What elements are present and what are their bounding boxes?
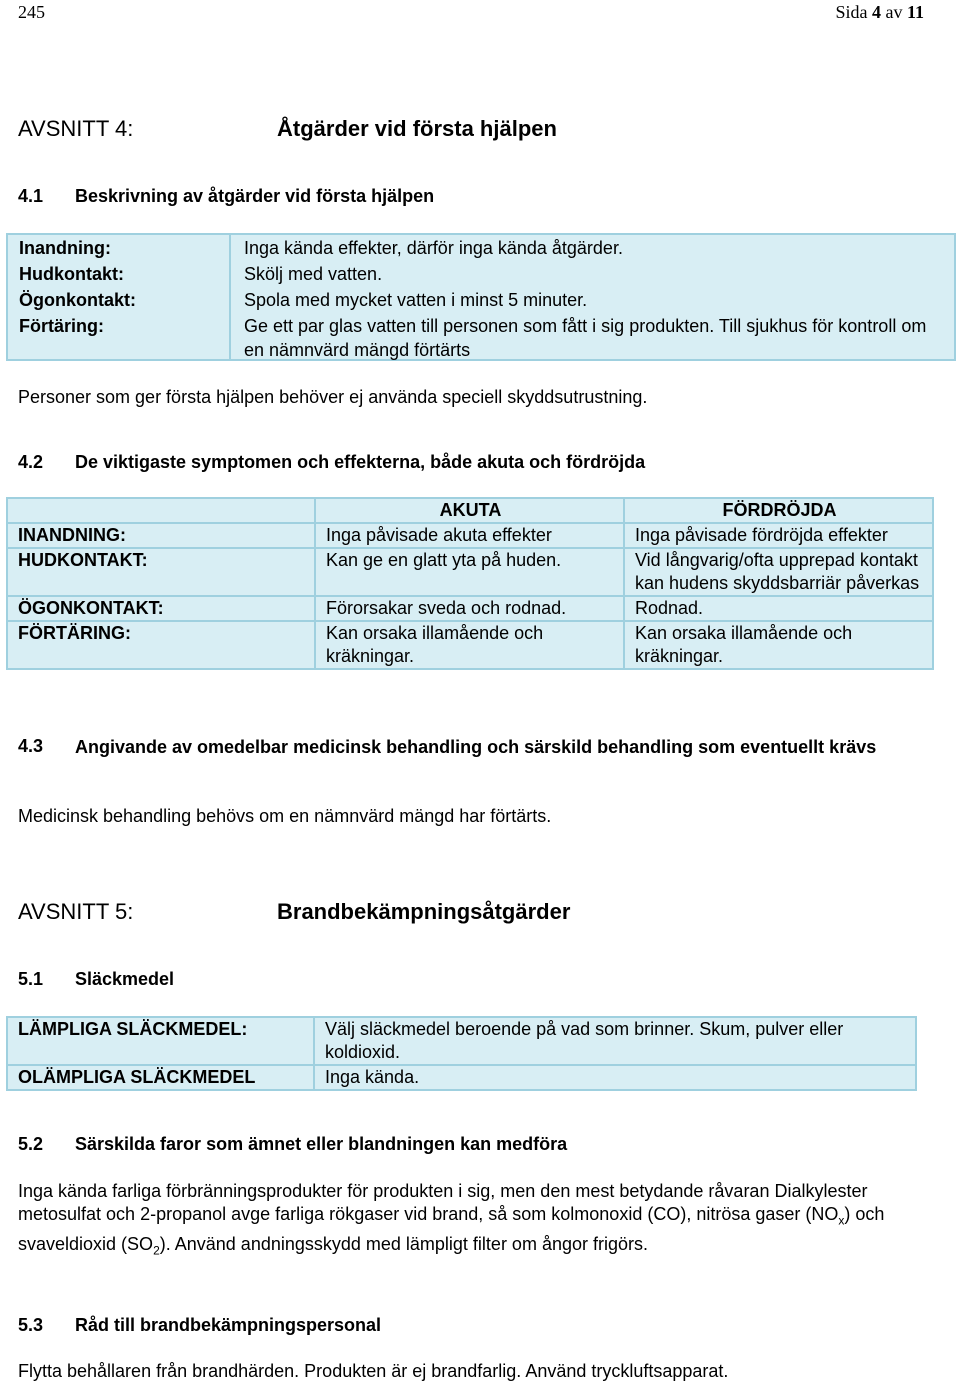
subsection-title: Särskilda faror som ämnet eller blandningen kan medföra <box>75 1134 568 1154</box>
section5-title: Brandbekämpningsåtgärder <box>277 899 571 924</box>
subsection-title: Råd till brandbekämpningspersonal <box>75 1315 382 1335</box>
hazards-part3: ). Använd andningsskydd med lämpligt filter om ångor frigörs. <box>159 1233 648 1254</box>
subsection-4-1 <box>18 186 434 207</box>
hazards-sub-x: x <box>838 1213 845 1228</box>
row-label: ÖGONKONTAKT: <box>7 596 315 621</box>
hazards-sub-2: 2 <box>153 1243 160 1258</box>
header-empty <box>7 498 315 523</box>
value-fortaring: Ge ett par glas vatten till personen som fått i sig produkten. Till sjukhus för kontroll om en nämnvärd mängd förtärts <box>244 316 927 360</box>
value-hudkontakt: Skölj med vatten. <box>244 264 383 284</box>
hazards-part1: Inga kända farliga förbränningsprodukter för produkten i sig, men den mest betydande råvaran Dialkylester metosulfat och 2-propanol avge farliga rökgaser vid brand, så som kolmonoxid (CO), nitrösa gaser (NO <box>18 1181 868 1224</box>
page-number: 245 <box>18 2 45 22</box>
label-fortaring: Förtäring: <box>19 316 104 336</box>
cell-fordrojda: Inga påvisade fördröjda effekter <box>624 523 933 548</box>
subsection-number: 5.1 <box>18 969 44 989</box>
cell-akuta: Inga påvisade akuta effekter <box>315 523 624 548</box>
section4-title: Åtgärder vid första hjälpen <box>277 116 557 141</box>
cell-fordrojda: Vid långvarig/ofta upprepad kontakt kan hudens skyddsbarriär påverkas <box>624 548 933 596</box>
special-hazards-text <box>18 1180 898 1262</box>
table-row <box>7 596 933 621</box>
subsection-title: De viktigaste symptomen och effekterna, både akuta och fördröjda <box>75 452 646 472</box>
first-aid-table <box>6 233 956 361</box>
row-label: FÖRTÄRING: <box>7 621 315 669</box>
cell-fordrojda: Kan orsaka illamående och kräkningar. <box>624 621 933 669</box>
subsection-number: 4.3 <box>18 736 44 756</box>
table-row <box>7 523 933 548</box>
first-aid-note: Personer som ger första hjälpen behöver ej använda speciell skyddsutrustning. <box>18 387 648 407</box>
subsection-4-3 <box>18 736 918 759</box>
medical-treatment-text: Medicinsk behandling behövs om en nämnvärd mängd har förtärts. <box>18 806 552 826</box>
first-aid-values <box>244 235 946 362</box>
table-row <box>7 1017 916 1065</box>
symptoms-table <box>6 497 934 670</box>
row-label: OLÄMPLIGA SLÄCKMEDEL <box>7 1065 314 1090</box>
row-value: Välj släckmedel beroende på vad som brinner. Skum, pulver eller koldioxid. <box>314 1017 916 1065</box>
first-aid-labels <box>19 235 231 359</box>
value-inandning: Inga kända effekter, därför inga kända åtgärder. <box>244 238 623 258</box>
extinguishing-table <box>6 1016 917 1091</box>
cell-akuta: Kan ge en glatt yta på huden. <box>315 548 624 596</box>
subsection-title: Släckmedel <box>75 969 175 989</box>
cell-akuta: Kan orsaka illamående och kräkningar. <box>315 621 624 669</box>
page-of-word: av <box>885 2 903 22</box>
label-inandning: Inandning: <box>19 238 111 258</box>
subsection-number: 5.3 <box>18 1315 44 1335</box>
page-indicator <box>835 2 924 23</box>
hazards-part2: ) och svaveldioxid (SO <box>18 1204 885 1254</box>
subsection-number: 5.2 <box>18 1134 44 1154</box>
page-prefix: Sida <box>835 2 868 22</box>
header-akuta: AKUTA <box>315 498 624 523</box>
value-ogonkontakt: Spola med mycket vatten i minst 5 minuter. <box>244 290 588 310</box>
page-current: 4 <box>871 2 881 22</box>
row-label: INANDNING: <box>7 523 315 548</box>
label-ogonkontakt: Ögonkontakt: <box>19 290 136 310</box>
subsection-5-3 <box>18 1315 381 1336</box>
firefighter-advice-text: Flytta behållaren från brandhärden. Produkten är ej brandfarlig. Använd tryckluftsapparat. <box>18 1361 729 1381</box>
row-label: HUDKONTAKT: <box>7 548 315 596</box>
section5-label: AVSNITT 5: <box>18 899 134 924</box>
page-total: 11 <box>906 2 924 22</box>
subsection-5-1 <box>18 969 174 990</box>
table-header-row <box>7 498 933 523</box>
subsection-number: 4.2 <box>18 452 44 472</box>
subsection-4-2 <box>18 452 645 473</box>
table-row <box>7 548 933 596</box>
subsection-title: Angivande av omedelbar medicinsk behandling och särskild behandling som eventuellt krävs <box>75 737 877 757</box>
subsection-number: 4.1 <box>18 186 44 206</box>
subsection-title: Beskrivning av åtgärder vid första hjälpen <box>75 186 435 206</box>
cell-fordrojda: Rodnad. <box>624 596 933 621</box>
row-label: LÄMPLIGA SLÄCKMEDEL: <box>7 1017 314 1065</box>
table-row <box>7 621 933 669</box>
row-value: Inga kända. <box>314 1065 916 1090</box>
header-fordrojda: FÖRDRÖJDA <box>624 498 933 523</box>
label-hudkontakt: Hudkontakt: <box>19 264 124 284</box>
section4-label: AVSNITT 4: <box>18 116 134 141</box>
table-row <box>7 1065 916 1090</box>
subsection-5-2 <box>18 1134 567 1155</box>
cell-akuta: Förorsakar sveda och rodnad. <box>315 596 624 621</box>
